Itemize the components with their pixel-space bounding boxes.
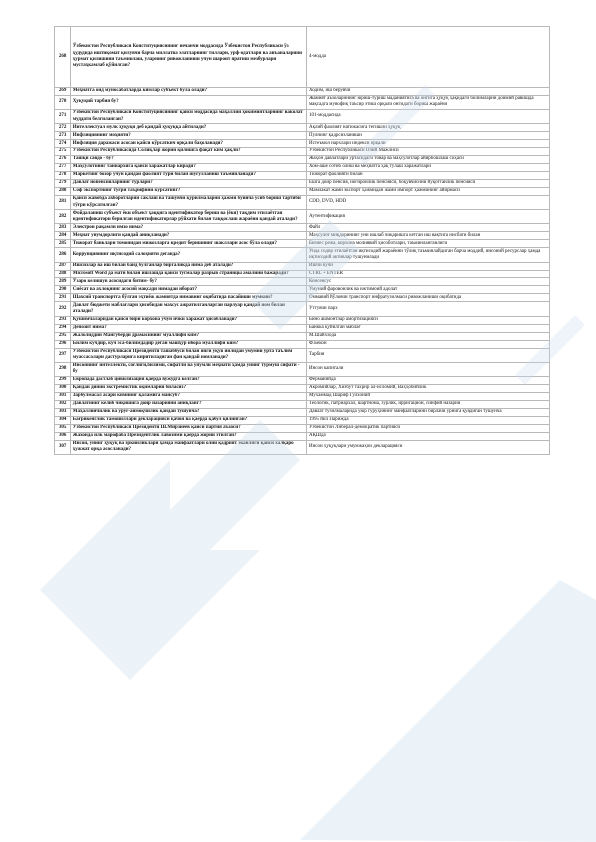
row-number: 271 [55, 109, 71, 123]
table-row [55, 148, 550, 156]
row-number: 269 [55, 87, 71, 95]
table-row [55, 384, 550, 392]
table-row [55, 316, 550, 324]
table-row [55, 270, 550, 278]
answer-cell: Давлат тузилмаларида уюр гуруҳининг манфаатларини бирлачи ўрнига қўядиган тушунча [307, 408, 550, 416]
row-number: 306 [55, 432, 71, 440]
table-row [55, 400, 550, 408]
row-number: 286 [55, 248, 71, 262]
table-row [55, 424, 550, 432]
question-cell: Ишсизлар ва иш билан банд бўлганлар биргаликда нима деб аталади? [71, 262, 307, 270]
answer-cell: 4-модда [307, 27, 550, 88]
question-cell: Депозит нима? [71, 324, 307, 332]
question-cell: Сиёсат ва ахлоқнинг асосий мақсади нимадан иборат? [71, 286, 307, 294]
row-number: 270 [55, 95, 71, 109]
question-cell: Бағрикенглик тамойиллари декларацияси қачон ва қаерда қабул қилинган? [71, 416, 307, 424]
row-number: 295 [55, 332, 71, 340]
answer-cell: Ёшга доир пенсия, ногиронлик пенсияси, боқувчисини йўқотганлик пенсияси [307, 180, 550, 188]
answer-cell: Утгувчи парх [307, 302, 550, 316]
question-cell: Инфляция даражаси асосан қайси кўрсаткич орқали баҳоланади? [71, 140, 307, 148]
question-cell: Электрон рақамли имзо нима? [71, 224, 307, 232]
table-row [55, 196, 550, 210]
row-number: 275 [55, 148, 71, 156]
answer-cell: Унда содир этилаётган иқтисодий жараённи тўлиқ таъминлайдиган барча моддий, инсоний ресурслар ҳамда иқтисодий активлар тушунилади [307, 248, 550, 262]
table-row [55, 416, 550, 424]
row-number: 296 [55, 340, 71, 348]
table-row [55, 172, 550, 180]
row-number: 290 [55, 286, 71, 294]
row-number: 280 [55, 188, 71, 196]
row-number: 281 [55, 196, 71, 210]
table-row [55, 240, 550, 248]
question-cell: Меҳнат унумдорлиги қандай аниқланади? [71, 232, 307, 240]
question-cell: Қандай диний экстремистик оқимларни биласиз? [71, 384, 307, 392]
question-cell: Ўзаро келишув асосидаги битим- бу? [71, 278, 307, 286]
table-row [55, 340, 550, 348]
answer-cell: 1995 йил Парижда [307, 416, 550, 424]
row-number: 274 [55, 140, 71, 148]
question-cell: Коррупциянинг иқтисодий салоҳияти деганда? [71, 248, 307, 262]
answer-cell: Тарбия [307, 348, 550, 362]
answer-cell: Истеъмол нархлари индекси орқали [307, 140, 550, 148]
table-row [55, 180, 550, 188]
table-row [55, 210, 550, 224]
answer-cell: АҚШда [307, 432, 550, 440]
question-cell: Ўзбекистон Республикаси Конституциясининг қайси моддасида маҳаллий ҳокимиятларнинг ваколат муддати белгиланган? [71, 109, 307, 123]
row-number: 273 [55, 132, 71, 140]
row-number: 292 [55, 302, 71, 316]
answer-cell: Тижорат фаолияти билан [307, 172, 550, 180]
table-row [55, 262, 550, 270]
question-cell: Зарбулмасал асари кимнинг қаламига мансуб? [71, 392, 307, 400]
question-cell: Давлат бюджети маблағлари ҳисобидан махсус ажратилганларган парлуар қандай ном билан аталади? [71, 302, 307, 316]
row-number: 300 [55, 384, 71, 392]
table-row [55, 408, 550, 416]
answer-cell: Умумий фаровонлик ва ижтимоий адолат [307, 286, 550, 294]
answer-cell: Файл [307, 224, 550, 232]
answer-cell: Инсон капитали [307, 362, 550, 376]
watermark-arrow-left [40, 420, 300, 680]
table-row [55, 286, 550, 294]
answer-cell: Консенсус [307, 278, 550, 286]
question-cell: Соф экспортнинг тўғри таърифини кўрсатинг? [71, 188, 307, 196]
qa-table [54, 26, 550, 455]
row-number: 299 [55, 376, 71, 384]
row-number: 278 [55, 172, 71, 180]
answer-cell: CDD, DVD, HDD [307, 196, 550, 210]
row-number: 282 [55, 210, 71, 224]
row-number: 287 [55, 262, 71, 270]
table-row [55, 224, 550, 232]
answer-cell: CTRL + ENTER [307, 270, 550, 278]
answer-cell: Мухаммад Шариф Гулхоний [307, 392, 550, 400]
table-row [55, 95, 550, 109]
table-row [55, 248, 550, 262]
question-cell: Ўзбекистон Республикаси Президенти Ш.Мирзиёев қайси партия аъзоси? [71, 424, 307, 432]
question-cell: Европада дастлаб цивилизация қаерда вужудга келган? [71, 376, 307, 384]
question-cell: Тижорат банклари томонидан мижозларга кредит беришнинг шакллари асос бўла олади? [71, 240, 307, 248]
answer-cell: Ферманийда [307, 376, 550, 384]
question-cell: Шахсий транспортга бўлган эҳтиёж жамиятда нимавинг оқибатида пасайиши мумкин? [71, 294, 307, 302]
table-row [55, 362, 550, 376]
question-cell: Меҳнатга оид муносабатларда кимлар субъект бўла олади? [71, 87, 307, 95]
row-number: 283 [55, 224, 71, 232]
row-number: 301 [55, 392, 71, 400]
question-cell: Давлатнинг келиб чиқишига доир назарияни аниқланг? [71, 400, 307, 408]
answer-cell: Ишчи кучи [307, 262, 550, 270]
row-number: 272 [55, 124, 71, 132]
answer-cell: Ўзбекистон Республикаси Олий Мажлиси [307, 148, 550, 156]
table-row [55, 188, 550, 196]
answer-cell: Пулнинг қадрсизланиши [307, 132, 550, 140]
answer-cell: Ўзбекистон Либерал-демократик партияси [307, 424, 550, 432]
row-number: 279 [55, 180, 71, 188]
answer-cell: Жаҳон давлатлари ўртасидаги товар ва маҳсулотлар айирбошлаш соҳаси [307, 156, 550, 164]
table-row [55, 164, 550, 172]
row-number: 293 [55, 316, 71, 324]
table-row [55, 87, 550, 95]
answer-cell: М.Шайхзода [307, 332, 550, 340]
table-row [55, 132, 550, 140]
answer-cell: Ходим, иш берувчи [307, 87, 550, 95]
row-number: 288 [55, 270, 71, 278]
question-cell: Давлат нопенсияларнинг турлари? [71, 180, 307, 188]
row-number: 307 [55, 440, 71, 454]
question-cell: Microsoft Word да матн билан ишлашда қайси тугмалар разрыв страницы амалини бажаради? [71, 270, 307, 278]
table-row [55, 109, 550, 123]
question-cell: Инсоннинг интеллекти, соғлиги,билими, сифатли ва унумли меҳнати ҳамда унинг турмуш сифати - бу [71, 362, 307, 376]
answer-cell: 101-моддасида [307, 109, 550, 123]
row-number: 285 [55, 240, 71, 248]
question-cell: Инфляциянинг моҳияти? [71, 132, 307, 140]
question-cell: Жалолиддин Мангуберди драмасининг муаллифи ким? [71, 332, 307, 340]
question-cell: Ҳуқуқий тарбия бу? [71, 95, 307, 109]
row-number: 284 [55, 232, 71, 240]
question-cell: Маҳаллийчилик ва уруғ-аймоқчилик қандай тушунча? [71, 408, 307, 416]
answer-cell: Ақлий фаолият натижасига тегишли ҳуқуқ [307, 124, 550, 132]
row-number: 291 [55, 294, 71, 302]
row-number: 276 [55, 156, 71, 164]
answer-cell: Аутентификация [307, 210, 550, 224]
table-row [55, 376, 550, 384]
answer-cell: Мамлакат жами экспорт ҳажмидан жами импорт ҳажмининг айирмаси [307, 188, 550, 196]
table-row [55, 332, 550, 340]
question-cell: Маҳсулотнинг таннархига қайси харажатлар киради? [71, 164, 307, 172]
table-row [55, 392, 550, 400]
question-cell: Жахонда илк марофаба Президентлик лавозими қаерда жорий этилган? [71, 432, 307, 440]
row-number: 294 [55, 324, 71, 332]
answer-cell: Бино ашмонтлар амортизацияси [307, 316, 550, 324]
question-cell: Билим кучдир, куч эса-билимдадир деган машҳур ибора муаллифи ким? [71, 340, 307, 348]
table-row [55, 124, 550, 132]
question-cell: Қўшимчаларидан қайси бири корхона учун ички харажат ҳисобланади? [71, 316, 307, 324]
table-row [55, 232, 550, 240]
table-row [55, 294, 550, 302]
table-row [55, 140, 550, 148]
table-row [55, 324, 550, 332]
table-row [55, 440, 550, 454]
row-number: 277 [55, 164, 71, 172]
question-cell: Фойдаланиш субъект ёки объект ҳаққига идентификатор бериш ва (ёки) тақдим этилаётган идентификатори берилган идентификаторлар рўйхати билан таққослаш жараёни қандай аталади? [71, 210, 307, 224]
question-cell: Қайси жавобда ахборотларни саклаш ва ташувчи қурилмаларни ҳажми бўйича ўсиб бориш тартиби тўғри кўрсатилган? [71, 196, 307, 210]
answer-cell: Оммавий йўловчи транспорт инфратузилмаси ривожланиши оқибатида [307, 294, 550, 302]
table-row [55, 432, 550, 440]
question-cell: Ташқи савдо - бу? [71, 156, 307, 164]
answer-cell: Инсон ҳуқуқлари умумжаҳон декларацияси [307, 440, 550, 454]
question-cell: Ўзбекистон Республикасида Солиқлар жорий қилишга фақат ким ҳақли? [71, 148, 307, 156]
table-row [55, 278, 550, 286]
question-cell: Маркетинг бозор учун қандай фаолият тури билан шуғулланиш таъминланади? [71, 172, 307, 180]
answer-cell: Ф.Бекон [307, 340, 550, 348]
table-row [55, 156, 550, 164]
answer-cell: Акромийлар, Хизбут тахрир ал-исломий, Ваҳҳобийлик [307, 384, 550, 392]
row-number: 305 [55, 424, 71, 432]
row-number: 304 [55, 416, 71, 424]
answer-cell: Хом-ашё сотиб олиш ва меҳнатга ҳақ тўлаш харажатлари [307, 164, 550, 172]
question-cell: Инсон, унинг ҳуқуқ ва эркинликлари ҳамда манфаатлари олий қадрият эканлиги қайси халқаро ҳужжат орқа асосланади? [71, 440, 307, 454]
answer-cell: Банкка қўйилган маблағ [307, 324, 550, 332]
answer-cell: Жамият аъзоларининг юриш-туриш маданиятига ва онгига ҳуқуқ ҳақидаги билимларни доимий равишда мақсадга мувофиқ таъсир этиш орқали онгидаги бориш жараёни [307, 95, 550, 109]
row-number: 297 [55, 348, 71, 362]
row-number: 289 [55, 278, 71, 286]
row-number: 298 [55, 362, 71, 376]
answer-cell: Маҳсулот миқдорининг уни ишлаб чиқаришга кетган иш вақтига нисбати билан [307, 232, 550, 240]
table-row [55, 348, 550, 362]
watermark-arrow-right [300, 580, 596, 842]
question-cell: Ўзбекистон Республикаси Президенти ташаббуси билан янги ўқув йилидан умумий ўрта таълим муассасалари дастурларига киритиладиган фан қандай номланади? [71, 348, 307, 362]
row-number: 303 [55, 408, 71, 416]
table-row [55, 302, 550, 316]
row-number: 302 [55, 400, 71, 408]
answer-cell: Бизнес режа, корхона молиявий ҳисоботлари, таъминланганлиги [307, 240, 550, 248]
answer-cell: Теологик, патриархал, шартнома, зўрлик, ирригацион, синфий назария [307, 400, 550, 408]
row-number: 268 [55, 27, 71, 88]
question-cell: Ўзбекистон Республикаси Конституциясининг нечанчи моддасида Ўзбекистон Республикаси ўз ҳудудида иштиқомат қилувчи барча миллатва элатларнинг тиллари, урф-одатлари ва анъаналарини ҳурмат қилишини таъминлаш, уларнинг ривожланиши учун шароит яратиш мезбурлари мустаҳкамлаб қўйилган? [71, 27, 307, 88]
question-cell: Интеллектуал мулк ҳуқуқи деб қандай ҳуқуққа айтилади? [71, 124, 307, 132]
table-row [55, 27, 550, 88]
